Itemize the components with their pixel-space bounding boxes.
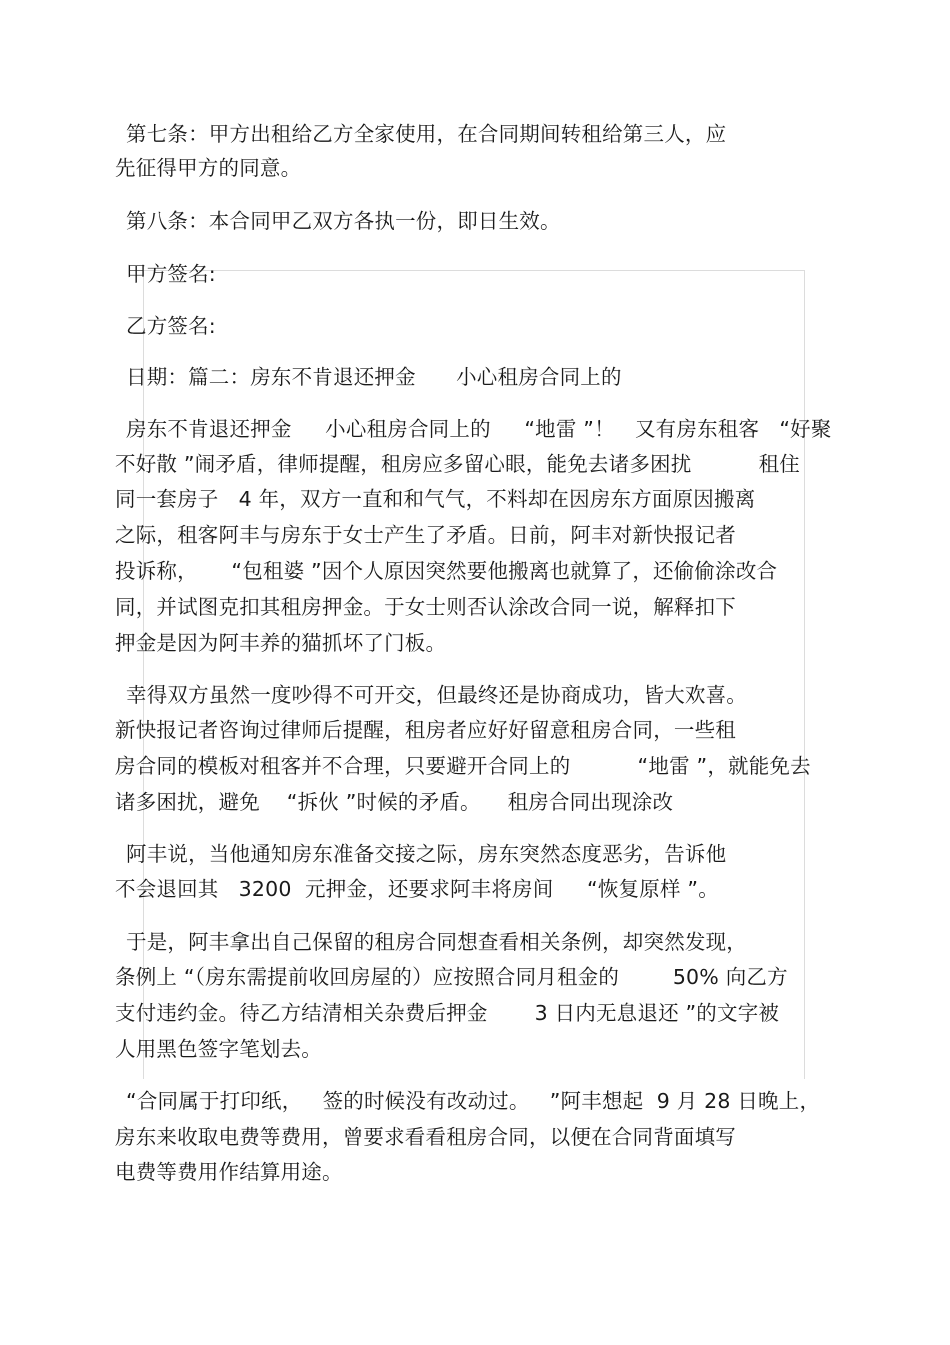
text-line: 条例上 “（房东需提前收回房屋的）应按照合同月租金的 50% 向乙方 (115, 965, 788, 989)
text-line: 同一套房子 4 年，双方一直和和气气，不料却在因房东方面原因搬离 (115, 487, 756, 511)
text-line: 押金是因为阿丰养的猫抓坏了门板。 (115, 631, 447, 655)
text-line: 第七条：甲方出租给乙方全家使用，在合同期间转租给第三人，应 (126, 122, 727, 146)
text-line: 阿丰说，当他通知房东准备交接之际，房东突然态度恶劣，告诉他 (126, 842, 727, 866)
text-line: 先征得甲方的同意。 (115, 156, 302, 180)
text-line: 之际，租客阿丰与房东于女士产生了矛盾。日前，阿丰对新快报记者 (115, 523, 736, 547)
text-line: 第八条：本合同甲乙双方各执一份，即日生效。 (126, 209, 561, 233)
text-line: 诸多困扰，避免 “拆伙 ”时候的矛盾。 租房合同出现涂改 (115, 790, 674, 814)
text-line: 房东来收取电费等费用，曾要求看看租房合同，以便在合同背面填写 (115, 1125, 736, 1149)
text-line: 支付违约金。待乙方结清相关杂费后押金 3 日内无息退还 ”的文字被 (115, 1001, 780, 1025)
text-line: 幸得双方虽然一度吵得不可开交，但最终还是协商成功，皆大欢喜。 (126, 683, 747, 707)
text-line: 房东不肯退还押金 小心租房合同上的 “地雷 ”！ 又有房东租客 “好聚 (126, 417, 832, 441)
text-line: 于是，阿丰拿出自己保留的租房合同想查看相关条例，却突然发现， (126, 930, 747, 954)
text-line: 人用黑色签字笔划去。 (115, 1037, 322, 1061)
signature-label: 乙方签名: (126, 314, 216, 338)
text-line: 日期：篇二：房东不肯退还押金 小心租房合同上的 (126, 365, 622, 389)
text-line: 房合同的模板对租客并不合理，只要避开合同上的 “地雷 ”，就能免去 (115, 754, 811, 778)
text-line: 电费等费用作结算用途。 (115, 1160, 343, 1184)
text-line: 不会退回其 3200 元押金，还要求阿丰将房间 “恢复原样 ”。 (115, 877, 719, 901)
text-line: “合同属于打印纸， 签的时候没有改动过。 ”阿丰想起 9 月 28 日晚上， (126, 1089, 821, 1113)
signature-label: 甲方签名: (126, 262, 216, 286)
text-line: 同，并试图克扣其租房押金。于女士则否认涂改合同一说，解释扣下 (115, 595, 736, 619)
text-line: 不好散 ”闹矛盾，律师提醒，租房应多留心眼，能免去诸多困扰 租住 (115, 452, 800, 476)
text-line: 新快报记者咨询过律师后提醒，租房者应好好留意租房合同，一些租 (115, 718, 736, 742)
text-line: 投诉称， “包租婆 ”因个人原因突然要他搬离也就算了，还偷偷涂改合 (115, 559, 778, 583)
